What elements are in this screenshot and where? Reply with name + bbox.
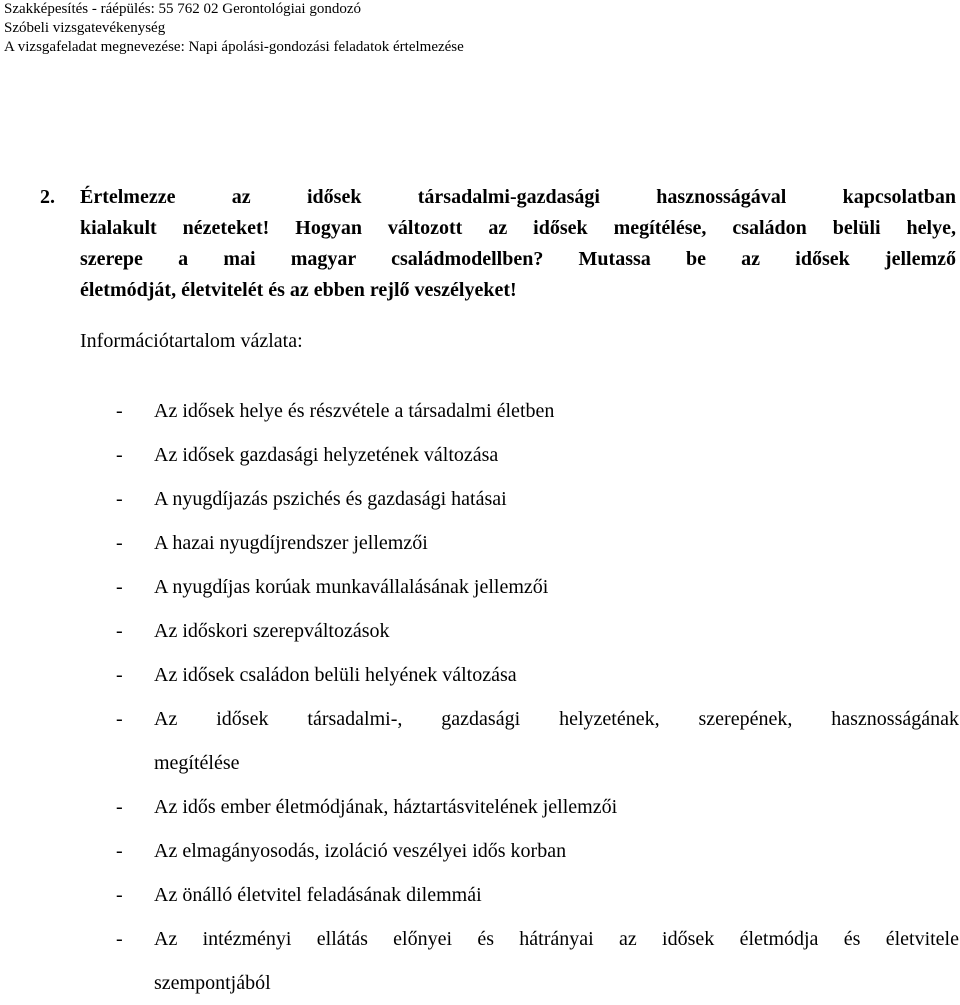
content-outline-heading: Információtartalom vázlata:: [80, 330, 303, 352]
list-dash: -: [116, 664, 123, 686]
list-item-line: Az idősek társadalmi-, gazdasági helyzetének, szerepének, hasznosságának: [154, 708, 959, 730]
list-item-line: Az intézményi ellátás előnyei és hátrányai az idősek életmódja és életvitele: [154, 928, 959, 950]
list-item-text: [154, 477, 959, 521]
header-qualification: Szakképesítés - ráépülés: 55 762 02 Gerontológiai gondozó: [4, 1, 361, 17]
list-item: [116, 917, 959, 1005]
list-dash: -: [116, 444, 123, 466]
list-item-line: Az idősek helye és részvétele a társadalmi életben: [154, 400, 555, 422]
list-item-line: A nyugdíjas korúak munkavállalásának jellemzői: [154, 576, 549, 598]
list-item: [116, 873, 959, 917]
list-item-text: [154, 829, 959, 873]
question-line-1: Értelmezze az idősek társadalmi-gazdasági hasznosságával kapcsolatban: [80, 186, 956, 208]
list-item-line: Az elmagányosodás, izoláció veszélyei idős korban: [154, 840, 567, 862]
list-item-line: A hazai nyugdíjrendszer jellemzői: [154, 532, 428, 554]
list-dash: -: [116, 796, 123, 818]
header-exam-activity: Szóbeli vizsgatevékenység: [4, 20, 166, 36]
list-item: [116, 697, 959, 785]
list-dash: -: [116, 884, 123, 906]
list-item-line-continuation: szempontjából: [154, 972, 271, 994]
list-item-line: Az önálló életvitel feladásának dilemmái: [154, 884, 482, 906]
list-item-text: [154, 785, 959, 829]
list-item: [116, 565, 959, 609]
content-outline-list: [116, 389, 959, 1005]
list-dash: -: [116, 400, 123, 422]
list-item-text: [154, 873, 959, 917]
list-dash: -: [116, 532, 123, 554]
list-item-text: [154, 565, 959, 609]
list-dash: -: [116, 928, 123, 950]
list-item: [116, 785, 959, 829]
list-item: [116, 477, 959, 521]
question-number: 2.: [40, 186, 55, 208]
list-dash: -: [116, 708, 123, 730]
list-dash: -: [116, 620, 123, 642]
list-item-line: A nyugdíjazás pszichés és gazdasági hatásai: [154, 488, 507, 510]
list-item-line: Az idősek gazdasági helyzetének változása: [154, 444, 499, 466]
list-item-text: [154, 917, 959, 1005]
list-dash: -: [116, 840, 123, 862]
list-item-text: [154, 609, 959, 653]
document-header: [4, 0, 464, 57]
question-line-4: életmódját, életvitelét és az ebben rejlő veszélyeket!: [80, 279, 517, 301]
list-item: [116, 433, 959, 477]
list-item: [116, 521, 959, 565]
question-line-3: szerepe a mai magyar családmodellben? Mutassa be az idősek jellemző: [80, 248, 956, 270]
list-item-line-continuation: megítélése: [154, 752, 240, 774]
list-item-line: Az idős ember életmódjának, háztartásvitelének jellemzői: [154, 796, 618, 818]
list-item-text: [154, 653, 959, 697]
list-dash: -: [116, 576, 123, 598]
list-item: [116, 609, 959, 653]
question-line-2: kialakult nézeteket! Hogyan változott az idősek megítélése, családon belüli helye,: [80, 217, 956, 239]
exam-question: [40, 182, 956, 306]
list-item-line: Az idősek családon belüli helyének változása: [154, 664, 517, 686]
list-item-text: [154, 521, 959, 565]
header-task-name: A vizsgafeladat megnevezése: Napi ápolási-gondozási feladatok értelmezése: [4, 39, 464, 55]
list-dash: -: [116, 488, 123, 510]
list-item: [116, 829, 959, 873]
list-item-text: [154, 433, 959, 477]
list-item-line: Az időskori szerepváltozások: [154, 620, 390, 642]
list-item: [116, 653, 959, 697]
list-item: [116, 389, 959, 433]
list-item-text: [154, 697, 959, 785]
list-item-text: [154, 389, 959, 433]
